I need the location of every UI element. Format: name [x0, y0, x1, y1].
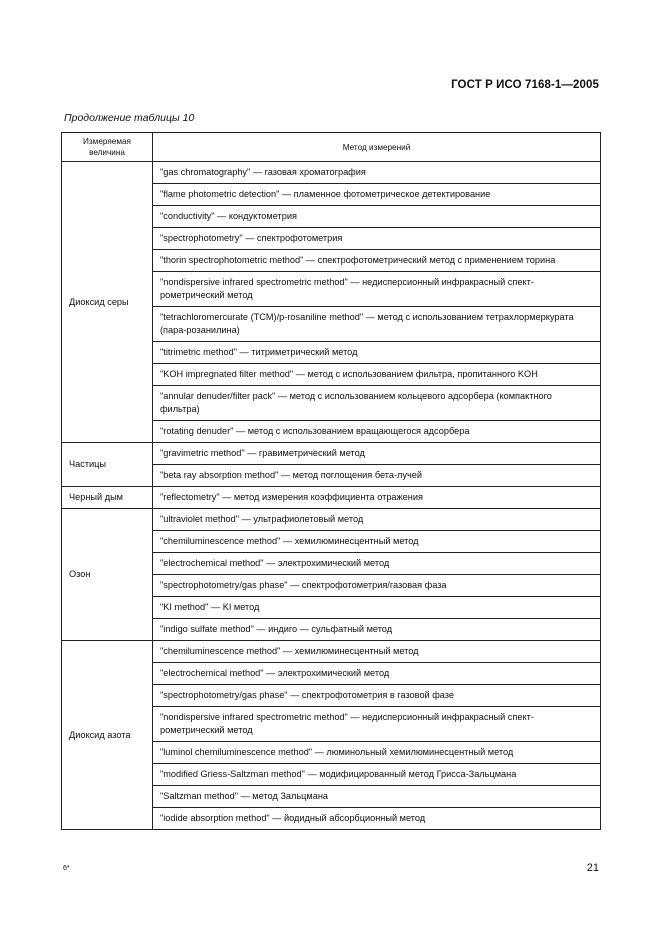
method-cell: "electrochemical method" — электрохимический метод: [153, 663, 601, 685]
method-cell: "nondispersive infrared spectrometric method" — недисперсионный инфракрасный спектрометрический метод: [153, 707, 601, 742]
method-cell: "spectrophotometry/gas phase" — спектрофотометрия/газовая фаза: [153, 575, 601, 597]
method-cell: "nondispersive infrared spectrometric method" — недисперсионный инфракрасный спектрометрический метод: [153, 272, 601, 307]
quantity-cell: Частицы: [62, 443, 153, 487]
quantity-cell: Черный дым: [62, 487, 153, 509]
method-cell: "chemiluminescence method" — хемилюминесцентный метод: [153, 531, 601, 553]
method-cell: "spectrophotometry/gas phase" — спектрофотометрия в газовой фазе: [153, 685, 601, 707]
standard-code: ГОСТ Р ИСО 7168-1—2005: [451, 79, 599, 91]
method-cell: "titrimetric method" — титриметрический метод: [153, 342, 601, 364]
quantity-cell: Диоксид серы: [62, 162, 153, 443]
method-cell: "KI method" — KI метод: [153, 597, 601, 619]
method-cell: "rotating denuder" — метод с использованием вращающегося адсорбера: [153, 421, 601, 443]
method-cell: "annular denuder/filter pack" — метод с использованием кольцевого адсорбера (компактного фильтра): [153, 386, 601, 421]
method-cell: "indigo sulfate method" — индиго — сульфатный метод: [153, 619, 601, 641]
method-cell: "gravimetric method" — гравиметрический метод: [153, 443, 601, 465]
method-cell: "reflectometry" — метод измерения коэффициента отражения: [153, 487, 601, 509]
table-row: [62, 509, 601, 531]
table-row: [62, 443, 601, 465]
method-cell: "beta ray absorption method" — метод поглощения бета-лучей: [153, 465, 601, 487]
method-cell: "KOH impregnated filter method" — метод с использованием фильтра, пропитанного KOH: [153, 364, 601, 386]
method-cell: "thorin spectrophotometric method" — спектрофотометрический метод с применением торина: [153, 250, 601, 272]
method-cell: "flame photometric detection" — пламенное фотометрическое детектирование: [153, 184, 601, 206]
table-row: [62, 487, 601, 509]
page-number: 21: [586, 862, 599, 874]
method-cell: "Saltzman method" — метод Зальцмана: [153, 786, 601, 808]
method-cell: "gas chromatography" — газовая хроматография: [153, 162, 601, 184]
quantity-cell: Диоксид азота: [62, 641, 153, 830]
method-cell: "modified Griess-Saltzman method" — модифицированный метод Грисса-Зальцмана: [153, 764, 601, 786]
footer-mark: 6*: [63, 865, 70, 872]
table-header-row: [62, 133, 601, 162]
method-cell: "tetrachloromercurate (TCM)/p-rosaniline method" — метод с использованием тетрахлормеркурата (пара-розанилина): [153, 307, 601, 342]
table-row: [62, 162, 601, 184]
quantity-cell: Озон: [62, 509, 153, 641]
method-cell: "luminol chemiluminescence method" — люминольный хемилюминесцентный метод: [153, 742, 601, 764]
methods-table: [61, 132, 601, 830]
method-cell: "chemiluminescence method" — хемилюминесцентный метод: [153, 641, 601, 663]
method-cell: "iodide absorption method" — йодидный абсорбционный метод: [153, 808, 601, 830]
method-cell: "conductivity" — кондуктометрия: [153, 206, 601, 228]
table-caption: Продолжение таблицы 10: [64, 112, 195, 124]
method-cell: "spectrophotometry" — спектрофотометрия: [153, 228, 601, 250]
header-method: Метод измерений: [153, 133, 601, 162]
table-row: [62, 641, 601, 663]
method-cell: "electrochemical method" — электрохимический метод: [153, 553, 601, 575]
table-body: [62, 162, 601, 830]
header-quantity: Измеряемая величина: [62, 133, 153, 162]
method-cell: "ultraviolet method" — ультрафиолетовый метод: [153, 509, 601, 531]
